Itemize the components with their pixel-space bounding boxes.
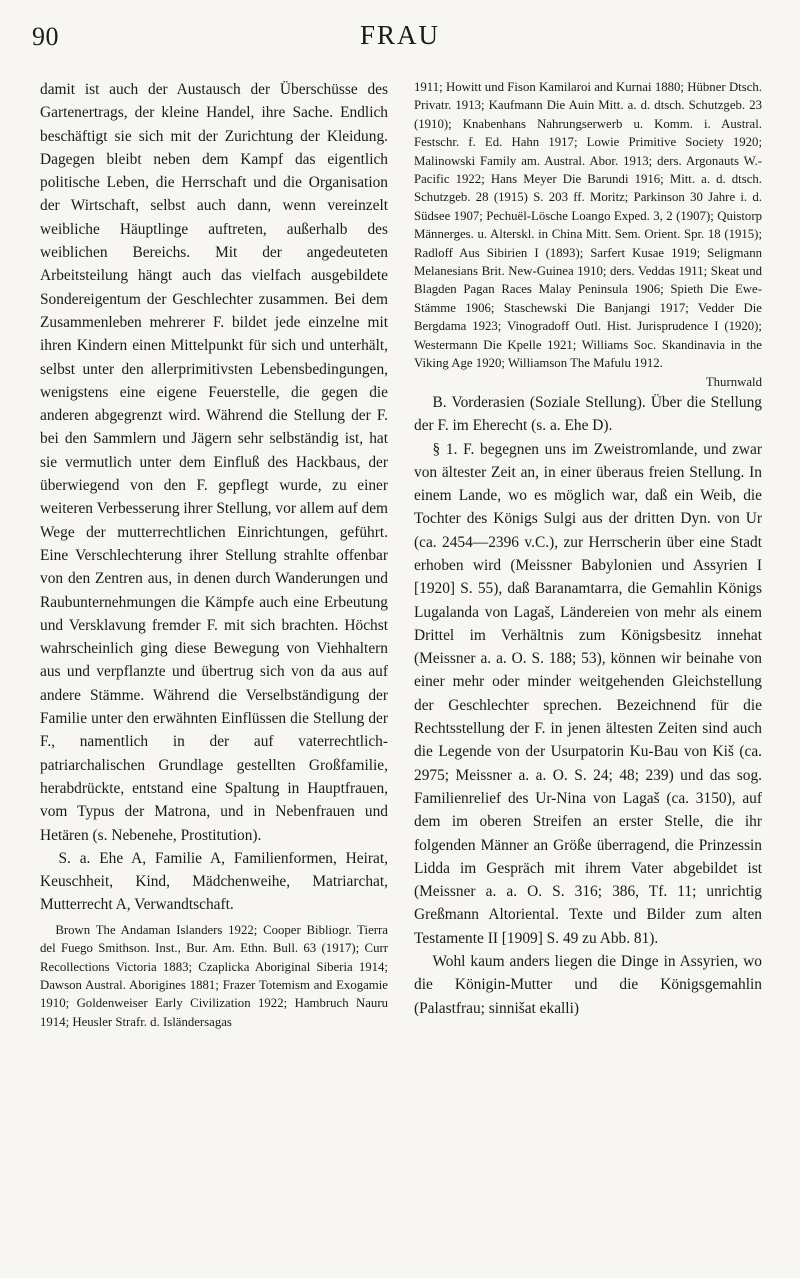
- body-paragraph: § 1. F. begegnen uns im Zweistromlande, und zwar von ältester Zeit an, in einer überaus freien Stellung. In einem Lande, wo es möglich war, daß ein Weib, die Tochter des Königs Sulgi aus der dritten Dyn. von Ur (ca. 2454—2396 v.C.), zur Herrscherin über eine Stadt erhoben wird (Meissner Babylonien und Assyrien I [1920] S. 55), daß Baranamtarra, die Gemahlin Königs Lugalanda von Lagaš, Ländereien von mehr als einem Drittel im Verhältnis zum Königsbesitz innehat (Meissner a. a. O. S. 188; 53), können wir beinahe von einer mehr oder minder weitgehenden Gleichstellung der Geschlechter sprechen. Bezeichnend für die Rechtsstellung der F. in jenen ältesten Zeiten sind auch die Legende von der Usurpatorin Ku-Bau von Kiš (ca. 2975; Meissner a. a. O. S. 24; 48; 239) und das sog. Familienrelief des Ur-Nina von Lagaš (ca. 3150), auf dem im oberen Streifen an erster Stelle, die ihr folgenden Männer an Größe überragend, die Prinzessin Lidda im Gespräch mit ihrem Vater abgebildet ist (Meissner a. a. O. S. 316; 386, Tf. 11; unrichtig Greßmann Altoriental. Texte und Bilder zum alten Testamente II [1909] S. 49 zu Abb. 81).: [414, 440, 762, 947]
- references: Brown The Andaman Islanders 1922; Cooper Bibliogr. Tierra del Fuego Smithson. Inst., Bur. Am. Ethn. Bull. 63 (1917); Curr Recollections Victoria 1883; Czaplicka Aboriginal Siberia 1914; Dawson Austral. Aborigines 1881; Frazer Totemism and Exogamie 1910; Goldenweiser Early Civilization 1922; Hambruch Nauru 1914; Heusler Strafr. d. Isländersagas: [40, 922, 388, 1029]
- body-paragraph: Wohl kaum anders liegen die Dinge in Assyrien, wo die Königin-Mutter und die Königsgemahlin (Palastfrau; sinnišat ekalli): [414, 953, 762, 1017]
- right-column: [414, 78, 762, 1020]
- running-title: FRAU: [359, 20, 441, 50]
- left-column: [40, 78, 388, 1031]
- section-heading: B. Vorderasien (Soziale Stellung). Über die Stellung der F. im Eherecht (s. a. Ehe D).: [414, 393, 762, 435]
- author-signature: Thurnwald: [705, 374, 762, 389]
- body-paragraph: damit ist auch der Austausch der Überschüsse des Gartenertrags, der kleine Handel, ihre Sache. Endlich beschäftigt sie sich mit der Zurichtung der Kleidung. Dagegen bleibt neben dem Kampf das eigentlich politische Leben, die Herrschaft und die Organisation der Wirtschaft, selbst auch dann, wenn vereinzelt weibliche Häuptlinge auftreten, außerhalb des weiblichen Bereichs. Mit der angedeuteten Arbeitsteilung hängt auch das vielfach ausgebildete Sondereigentum der Geschlechter zusammen. Bei dem Zusammenleben mehrerer F. bildet jede einzelne mit ihren Kindern einen Mittelpunkt für sich und unterhält, selbst unter den allerprimitivsten Lebensbedingungen, wenigstens eine eigene Feuerstelle, die gegen die anderen abgegrenzt wird. Während die Stellung der F. bei den Sammlern und Jägern sehr selbständig ist, hat sie vermutlich unter dem Einfluß des Hackbaus, der überwiegend von den F. gepflegt wurde, zu einer weiteren Verbesserung ihrer Stellung, vor allem auf dem Wege der mutterrechtlichen Einrichtungen, geführt. Eine Verschlechterung ihrer Stellung strahlte offenbar von den Zentren aus, in denen durch Wanderungen und Raubunternehmungen die Kämpfe auch eine Erbeutung und Versklavung fremder F. mit sich brachten. Höchst wahrscheinlich ging diese Bewegung von Viehhaltern aus und verpflanzte und übertrug sich von da aus auf andere Stämme. Während die Verselbständigung der Familie unter den erwähnten Einflüssen die Stellung der F., namentlich in der auf vaterrechtlich-patriarchalischen Grundlage gestellten Großfamilie, herabdrückte, entstand eine Spaltung in Hauptfrauen, vom Typus der Matrona, und in Nebenfrauen und Hetären (s. Nebenehe, Prostitution).: [40, 81, 388, 844]
- references-continued: 1911; Howitt und Fison Kamilaroi and Kurnai 1880; Hübner Dtsch. Privatr. 1913; Kaufmann Die Auin Mitt. a. d. dtsch. Schutzgeb. 23 (1910); Knabenhans Nahrungserwerb u. Komm. i. Austral. Festschr. f. Ed. Hahn 1917; Lowie Primitive Society 1920; Malinowski Family am. Austral. Abor. 1913; ders. Argonauts W.-Pacific 1922; Hans Meyer Die Barundi 1916; Mitt. a. d. dtsch. Schutzgeb. 28 (1915) S. 203 ff. Moritz; Parkinson 30 Jahre i. d. Südsee 1907; Pechuël-Lösche Loango Exped. 3, 2 (1907); Quistorp Männerges. u. Alterskl. in China Mitt. Sem. Orient. Spr. 18 (1915); Radloff Aus Sibirien I (1893); Sarfert Kusae 1919; Seligmann Melanesians Brit. New-Guinea 1910; ders. Veddas 1911; Skeat und Blagden Pagan Races Malay Peninsula 1906; Spieth Die Ewe-Stämme 1906; Staschewski Die Banjangi 1917; Vedder Die Bergdama 1923; Vinogradoff Outl. Hist. Jurisprudence I (1920); Westermann Die Kpelle 1921; Williams Soc. Skandinavia in the Viking Age 1920; Williamson The Mafulu 1912.: [414, 80, 762, 371]
- page-number: 90: [32, 22, 59, 51]
- see-also-paragraph: S. a. Ehe A, Familie A, Familienformen, Heirat, Keuschheit, Kind, Mädchenweihe, Matriarchat, Mutterrecht A, Verwandtschaft.: [40, 849, 388, 914]
